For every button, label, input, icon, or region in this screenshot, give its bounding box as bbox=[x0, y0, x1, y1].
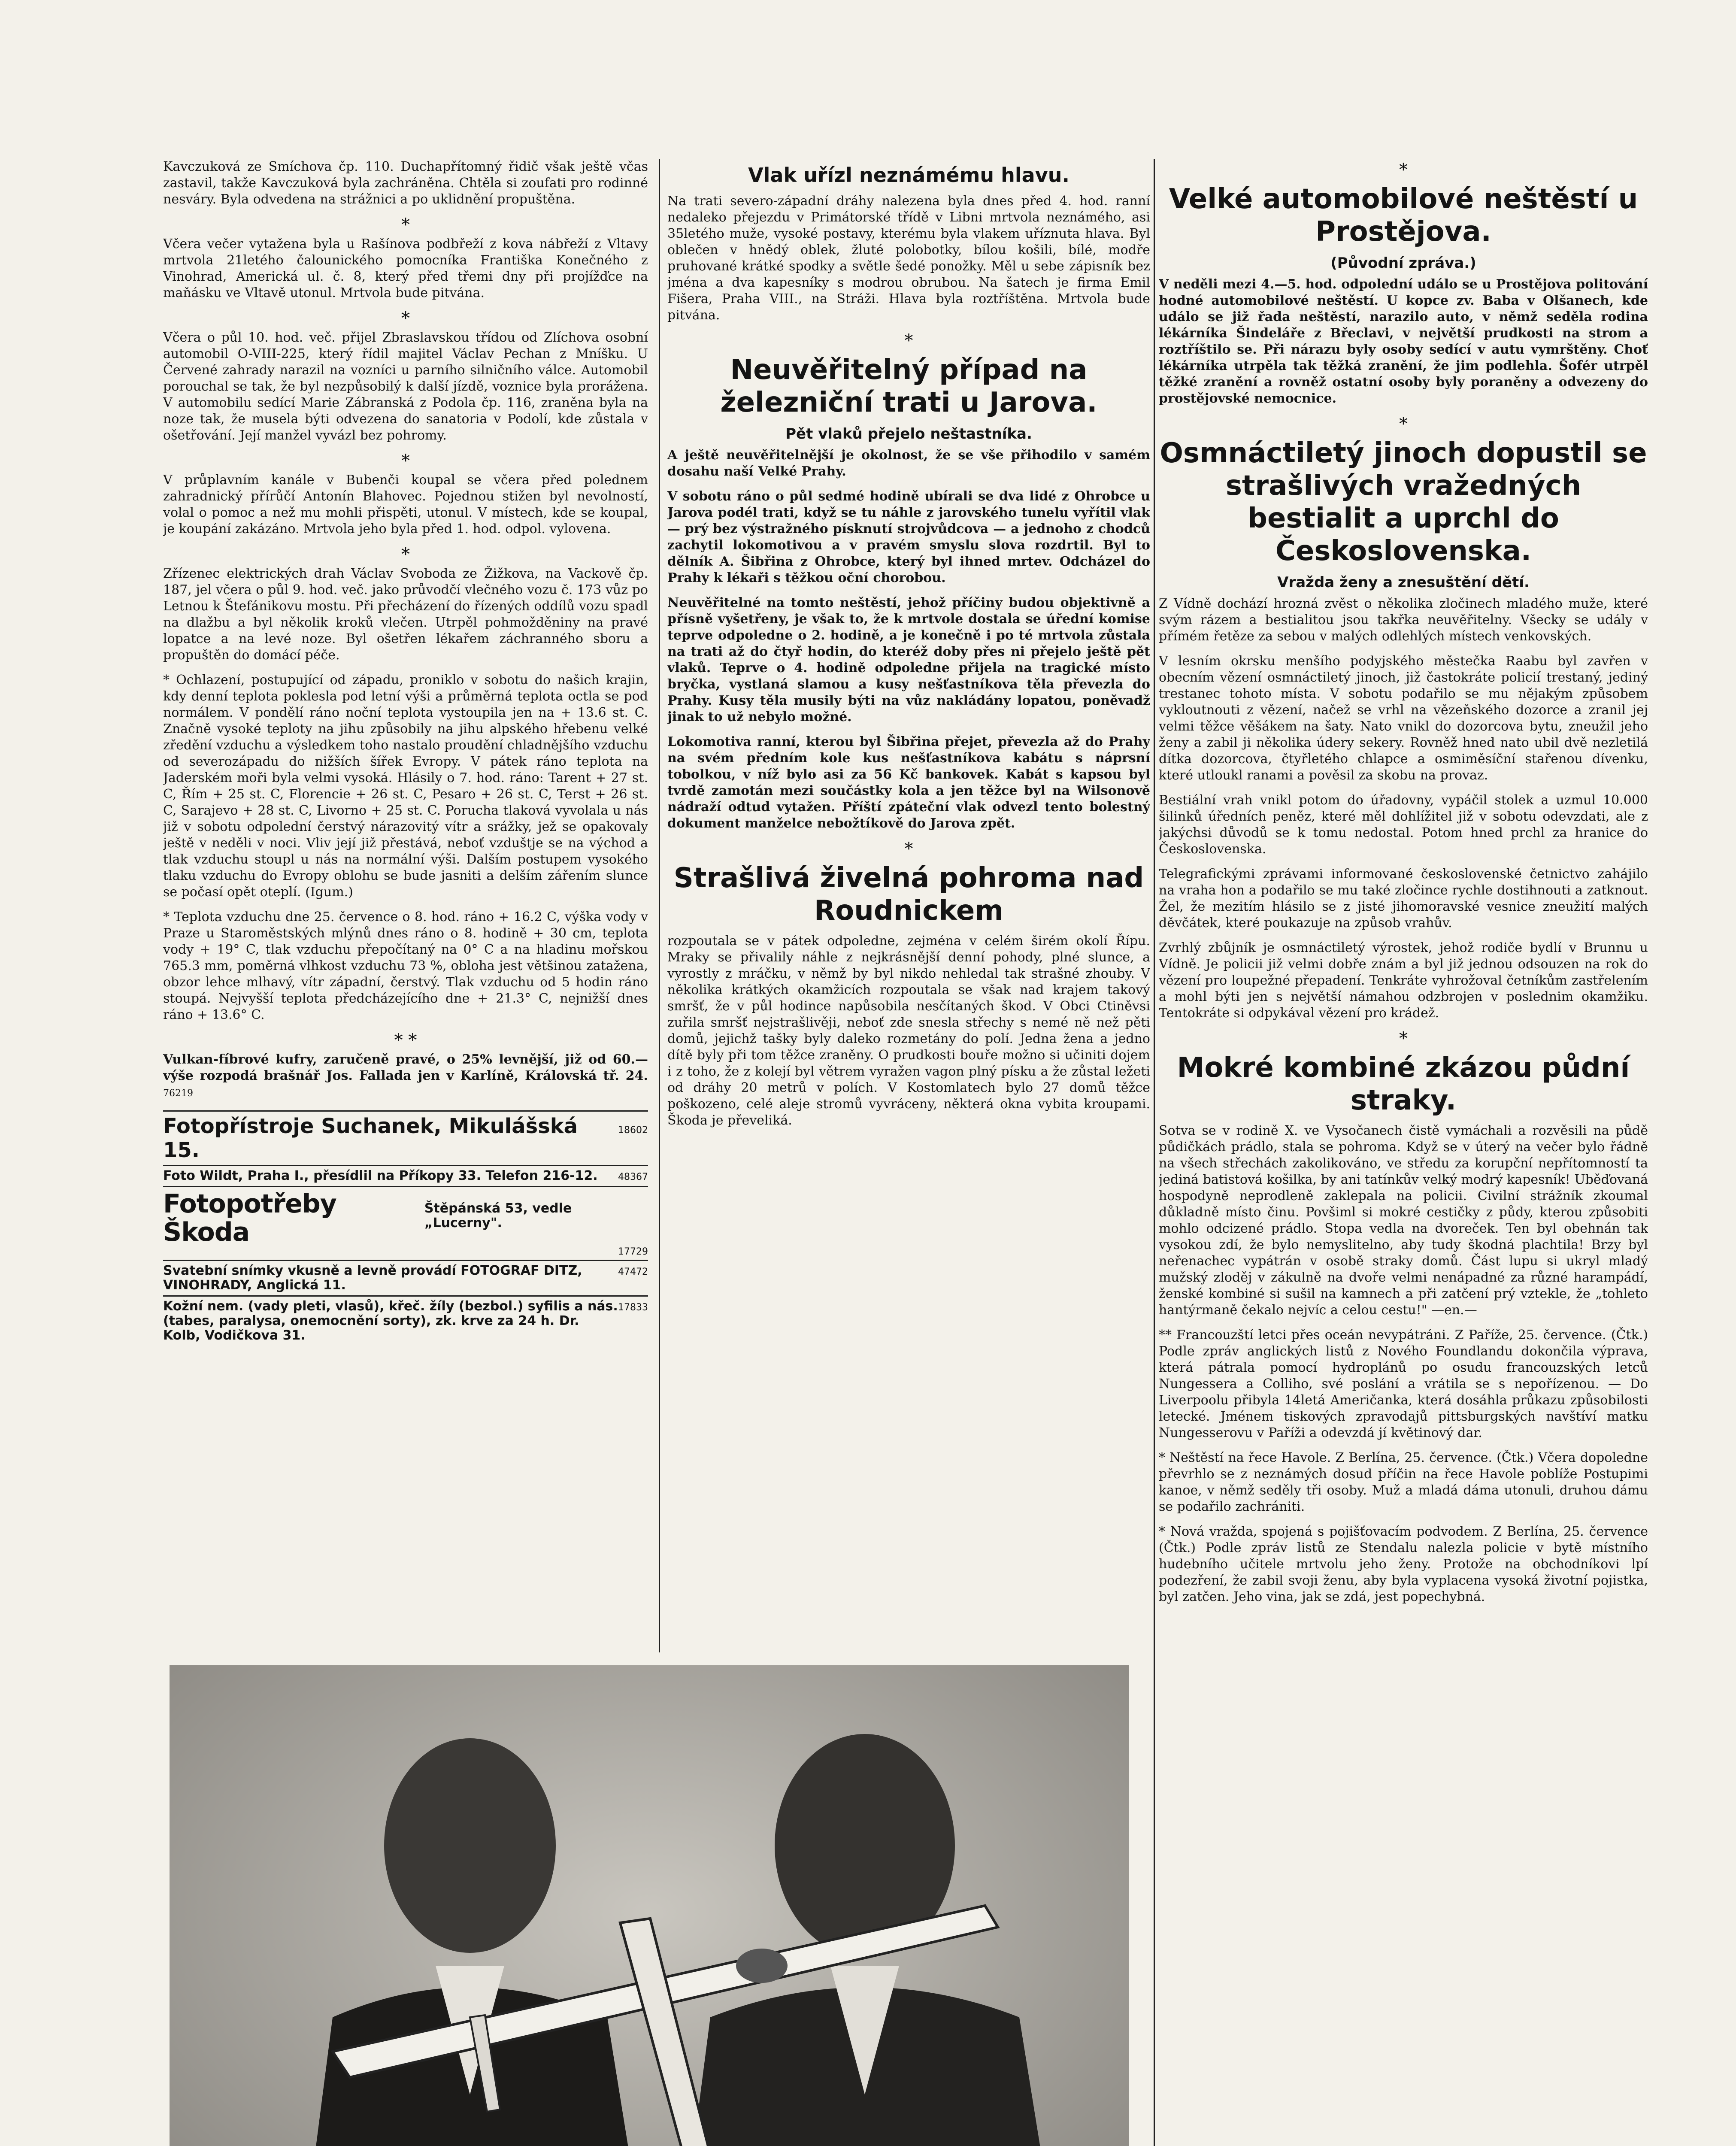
article-paragraph: Kavczuková ze Smíchova čp. 110. Duchapřítomný řidič však ještě včas zastavil, takže Kavczuková byla zachráněna. Chtěla si zoufati pro rodinné nesváry. Byla odvedena na strážnici a po uklidnění propuštěna. bbox=[163, 159, 648, 207]
separator-star: * bbox=[904, 839, 913, 859]
separator-star: * bbox=[1399, 160, 1408, 180]
article-paragraph: Telegrafickými zprávami informované československé četnictvo zahájilo na vraha hon a podařilo se mu také zločince rychle dostihnouti a zatknout. Žel, že mezitím hlásilo se z jisté jihomoravské vesnice zneužití malých děvčátek, které poukazuje na způsob vrahův. bbox=[1159, 867, 1648, 931]
headline: Mokré kombiné zkázou půdní straky. bbox=[1177, 1052, 1630, 1116]
article-paragraph: Na trati severo-západní dráhy nalezena byla dnes před 4. hod. ranní nedaleko přejezdu v Primátorské třídě v Libni mrtvola neznámého, asi 35letého muže, vysoké postavy, kterému byla vlakem uříznuta hlava. Byl oblečen v hnědý oblek, žluté polobotky, bílou košili, bílé, modře pruhované krátké spodky a světle šedé ponožky. Měl u sebe zápisník bez jména a dva kapesníky s modrou obrubou. Na šatech je firma Emil Fišera, Praha VIII., na Stráži. Hlava byla roztříštěna. Mrtvola bude pitvána. bbox=[667, 194, 1150, 323]
subheadline: (Původní zpráva.) bbox=[1330, 255, 1476, 272]
photo-illustration bbox=[170, 1665, 1129, 2146]
headline: Strašlivá živelná pohroma nad Roudnickem bbox=[673, 862, 1144, 927]
separator-star: * bbox=[1399, 414, 1408, 434]
article-paragraph: Bestiální vrah vnikl potom do úřadovny, vypáčil stolek a uzmul 10.000 šilinků úředních peněz, které měl dohlížitel již v sobotu odevzdati, ale z jakýchsi důvodů se k tomu nedostal. Potom hned prchl za hranice do Československa. bbox=[1159, 793, 1648, 857]
headline: Neuvěřitelný případ na železniční trati u Jarova. bbox=[720, 354, 1097, 418]
article-paragraph: rozpoutala se v pátek odpoledne, zejména v celém širém okolí Řípu. Mraky se přivalily náhle z nejkrásnější denní pohody, plné slunce, a vyrostly z mráčku, v němž by byl nikdo nehledal tak strašné zhouby. V několika krátkých okamžicích rozpoutala se však nad krajem takový smršť, že v půl hodince napůsobila nesčítaných škod. V Obci Ctiněvsi zuřila smršť nejstrašlivěji, neboť zde snesla střechy s nemé ně než pěti domů, jejichž tašky byly daleko rozmetány do polí. Jedna žena a jedno dítě byly při tom těžce zraněny. O prudkosti bouře možno si učiniti dojem i z toho, že z kolejí byl větrem vyražen vagon plný písku a že zůstal ležeti od dráhy 20 metrů v polích. V Kostomlatech bylo 27 domů těžce poškozeno, celé aleje stromů vyvráceny, některá okna vybita kroupami. Škoda je převeliká. bbox=[667, 934, 1150, 1128]
separator-star: * bbox=[401, 451, 410, 471]
column-rule-2 bbox=[1154, 159, 1155, 2146]
lead-paragraph: A ještě neuvěřitelnější je okolnost, že se vše přihodilo v samém dosahu naší Velké Prahy. bbox=[667, 448, 1150, 479]
left-man-head bbox=[384, 1738, 556, 1953]
photo-aviators-with-model-plane bbox=[170, 1665, 1129, 2146]
separator-star: * bbox=[401, 309, 410, 328]
separator-star: * bbox=[401, 215, 410, 235]
temperature-report: * Teplota vzduchu dne 25. července o 8. hod. ráno + 16.2 C, výška vody v Praze u Staroměstských mlýnů dnes ráno o 8. hodině + 30 cm, teplota vody + 19° C, tlak vzduchu přepočítaný na 0° C a na hladinu mořskou 765.3 mm, poměrná vlhkost vzduchu 73 %, obloha jest většinou zatažena, obzor lehce mlhavý, vítr západní, čerstvý. Tlak vzduchu od 5 hodin ráno stoupá. Nejvyšší teplota předcházejícího dne + 21.3° C, nejnižší dnes ráno + 13.6° C. bbox=[163, 909, 648, 1022]
article-paragraph: Sotva se v rodině X. ve Vysočanech čistě vymáchali a rozvěsili na půdě půdičkách prádlo, stala se pohroma. Když se v úterý na večer bylo řádně na všech střechách zakolikováno, ve středu za korupční nepřítomností ta jediná batistová košilka, by ani tatínkův velký modrý kapesník! Uběďovaná hospodyně neprodleně zaklepala na policii. Civilní strážník zkoumal důkladně místo činu. Povšiml si mokré cestičky z půdy, kterou způsobiti mohlo odcizené prádlo. Stopa vedla na dvoreček. Ten byl obehnán tak vysokou zdí, že bylo nemyslitelno, aby tudy škodná plachtila! Brzy byl neřenachec vypátrán v osobě straky domů. Část lupu si ukryl mladý mužský zloděj v zákulně na dvoře velmi nenápadné za různé harampádí, ženské kombiné si sušil na kamnech a při zatčení prý vztekle, že „tohleto hantýrmaně čekalo nejvíc a celou cestu!" —en.— bbox=[1159, 1123, 1648, 1318]
article-paragraph: V neděli mezi 4.—5. hod. odpolední událo se u Prostějova politování hodné automobilové neštěstí. U kopce zv. Baba v Olšanech, kde událo se již řada neštěstí, narazilo auto, v němž seděla rodina lékárníka Šindeláře z Břeclavi, v největší prudkosti na strom a roztříštilo se. Při nárazu byly osoby sedící v autu vymrštěny. Choť lékárníka utrpěla tak těžká zranění, že jim podlehla. Šofér utrpěl těžké zranění a rovněž ostatní osoby byly poraněny a odvezeny do prostějovské nemocnice. bbox=[1159, 277, 1648, 406]
subheadline: Pět vlaků přejelo neštastníka. bbox=[785, 425, 1032, 443]
separator-star: * bbox=[401, 545, 410, 564]
separator-star: * bbox=[904, 331, 913, 351]
ad-foto-wildt: Foto Wildt, Praha I., přesídlil na Příkopy 33. Telefon 216-12. 48367 bbox=[163, 1165, 648, 1186]
weather-report: * Ochlazení, postupující od západu, proniklo v sobotu do našich krajin, kdy denní teplota poklesla pod letní výši a průměrná teplota octla se pod normálem. V pondělí ráno noční teplota vystoupila jen na + 13.6 st. C. Značně vysoké teploty na jihu způsobily na jihu alpského hřebenu velké zředění vzduchu a výsledkem toho nastalo proudění chladnějšího vzduchu od severozápadu do nižších šířek Evropy. V pátek ráno teplota na Jaderském moři byla velmi vysoká. Hlásily o 7. hod. ráno: Tarent + 27 st. C, Řím + 25 st. C, Florencie + 26 st. C, Pesaro + 26 st. C, Terst + 26 st. C, Sarajevo + 28 st. C, Livorno + 25 st. C. Porucha tlaková vyvolala u nás již v sobotu odpolední čerstvý nárazovitý vítr a srážky, jež se opakovaly ještě v neděli v noci. Vliv její již přestává, neboť vzduštje se na východ a tlak vzduchu stoupl u nás na normální výši. Dalším postupem vysokého tlaku vzduchu do Evropy oblohu se bude jasniti a delším zářením slunce se počasí opět oteplí. (Igum.) bbox=[163, 673, 648, 900]
column-rule-1 bbox=[659, 159, 660, 1652]
article-paragraph: Z Vídně dochází hrozná zvěst o několika zločinech mladého muže, které svým rázem a bestialitou jsou takřka neuvěřitelny. Všecky se udály v přímém řetěze za sebou v malých odlehlých místech venkovských. bbox=[1159, 596, 1648, 644]
article-paragraph: Zvrhlý zbůjník je osmnáctiletý výrostek, jehož rodiče bydlí v Brunnu u Vídně. Je policii již velmi dobře znám a byl již jednou odsouzen na rok do vězení pro loupežné přepadení. Tenkráte vyhrožoval četníkům zastřelením a mohl býti jen s největší námahou odzbrojen v poslednim okamžiku. Tentokráte si odpykával vězení pro krádež. bbox=[1159, 940, 1648, 1021]
news-brief: * Neštěstí na řece Havole. Z Berlína, 25. července. (Čtk.) Včera dopoledne převrhlo se z neznámých dosud příčin na řece Havole poblíže Postupimi kanoe, v němž seděly tři osoby. Muž a mladá dáma utonuli, druhou dámu se podařilo zachrániti. bbox=[1159, 1450, 1648, 1514]
ad-skoda: Fotopotřeby Škoda Štěpánská 53, vedle „Lucerny". 17729 bbox=[163, 1186, 648, 1260]
article-paragraph: Neuvěřitelné na tomto neštěstí, jehož příčiny budou objektivně a přísně vyšetřeny, je však to, že k mrtvole dostala se úřední komise teprve odpoledne o 2. hodině, a je konečně i po té mrtvola zůstala na trati až do čtyř hodin, do kteréž doby přes ni přejelo ještě pět vlaků. Teprve o 4. hodině odpoledne přijela na tragické místo bryčka, vystlaná slamou a kusy nešťastníkova těla převezla do Prahy. Kusy těla musily býti na vůz nakládány lopatou, poněvadž jinak to už nebylo možné. bbox=[667, 595, 1150, 724]
article-paragraph: Včera večer vytažena byla u Rašínova podbřeží z kova nábřeží z Vltavy mrtvola 21letého čalounického pomocníka Františka Konečného z Vinohrad, Americká ul. č. 8, který před třemi dny při projížďce na maňásku ve Vltavě utonul. Mrtvola bude pitvána. bbox=[163, 236, 648, 300]
news-brief: ** Francouzští letci přes oceán nevypátráni. Z Paříže, 25. července. (Čtk.) Podle zpráv anglických listů z Nového Foundlandu dokončila výprava, která pátrala pomocí hydroplánů po osudu francouzských letců Nungessera a Colliho, své poslání a vrátila se s nepořízenou. — Do Liverpoolu přibyla 14letá Američanka, která dosáhla průkazu způsobilosti letecké. Jménem tiskových zpravodajů pittsburgských navštíví matku Nungesserovu v Paříži a odevzdá jí květinový dar. bbox=[1159, 1328, 1648, 1440]
separator-star: * * bbox=[394, 1031, 417, 1050]
subheadline: Vražda ženy a znesuštění dětí. bbox=[1277, 574, 1530, 591]
headline: Osmnáctiletý jinoch dopustil se strašlivých vražedných bestialit a uprchl do Československa. bbox=[1160, 437, 1647, 567]
ad-suchanek: Fotopřístroje Suchanek, Mikulášská 15. 18602 bbox=[163, 1110, 648, 1165]
column-left bbox=[163, 159, 648, 1713]
ad-suitcases: Vulkan-fíbrové kufry, zaručeně pravé, o 25% levnější, již od 60.— výše rozpodá brašnář Jos. Fallada jen v Karlíně, Královská tř. 24. 76219 bbox=[163, 1052, 648, 1099]
article-paragraph: V sobotu ráno o půl sedmé hodině ubírali se dva lidé z Ohrobce u Jarova podél trati, když se tu náhle z jarovského tunelu vyřítil vlak — prý bez výstražného písknutí strojvůdcova — a jednoho z chodců zachytil lokomotivou a v pravém smyslu slova rozdrtil. Byl to dělník A. Šibřina z Ohrobce, který byl ihned mrtev. Odcházel do Prahy k lékaři s těžkou oční chorobou. bbox=[667, 489, 1150, 585]
separator-star: * bbox=[1399, 1029, 1408, 1049]
article-paragraph: Zřízenec elektrických drah Václav Svoboda ze Žižkova, na Vackově čp. 187, jel včera o půl 9. hod. več. jako průvodčí vlečného vozu č. 173 vůz po Letnou k Štefánikovu mostu. Při přecházení do řízených oddílů vozu spadl na dlažbu a byl několik kroků vlečen. Utrpěl pohmožděniny na pravé lopatce a na levé noze. Byl ošetřen lékařem záchranného sboru a propuštěn do domácí péče. bbox=[163, 566, 648, 663]
headline: Vlak uřízl neznámému hlavu. bbox=[748, 164, 1069, 187]
ad-ditz: Svatební snímky vkusně a levně provádí FOTOGRAF DITZ, VINOHRADY, Anglická 11. 47472 bbox=[163, 1260, 648, 1295]
article-paragraph: Lokomotiva ranní, kterou byl Šibřina přejet, převezla až do Prahy na svém předním kole kus nešťastníkova kabátu s náprsní tobolkou, v níž bylo asi za 56 Kč bankovek. Kabát s kapsou byl tvrdě zamotán mezi součástky kola a jen těžce byl na Wilsonově nádraží odtud vytažen. Příští zpáteční vlak odvezl tento bolestný dokument manželce nebožtíkově do Jarova zpět. bbox=[667, 734, 1150, 831]
column-middle bbox=[667, 159, 1150, 1532]
ad-dr-kolb: Kožní nem. (vady pleti, vlasů), křeč. žíly (bezbol.) syfilis a nás. (tabes, paralysa, onemocnění sorty), zk. krve za 24 h. Dr. Kolb, Vodičkova 31. 17833 bbox=[163, 1295, 648, 1346]
article-paragraph: V lesním okrsku menšího podyjského městečka Raabu byl zavřen v obecním vězení osmnáctiletý jinoch, již častokráte policií trestaný, jediný trestanec tohoto místa. V sobotu podařilo se mu nějakým způsobem vykloutnouti z vězení, načež se vrhl na vězeňského dozorce a zranil jej velmi těžce věšákem na šaty. Nato vnikl do dozorcova bytu, zneužil jeho ženy a zabil ji několika údery sekery. Rovněž hned nato ubil dvě nezletilá dítka dozorcova, čtyřletého chlapce a osmiměsíční stařenou dívenku, které utloukl ranami a pověsil za skobu na provaz. bbox=[1159, 654, 1648, 783]
headline: Velké automobilové neštěstí u Prostějova. bbox=[1169, 183, 1638, 248]
article-paragraph: V průplavním kanále v Bubenči koupal se včera před polednem zahradnický přírůčí Antonín Blahovec. Pojednou stižen byl nevolností, volal o pomoc a než mu mohli přispěti, utonul. V místech, kde se koupal, je koupání zakázáno. Mrtvola jeho byla před 1. hod. odpol. vylovena. bbox=[163, 473, 648, 536]
column-right bbox=[1159, 159, 1648, 2146]
news-brief: * Nová vražda, spojená s pojišťovacím podvodem. Z Berlína, 25. července (Čtk.) Podle zpráv listů ze Stendalu nalezla policie v bytě místního hudebního učitele mrtvolu jeho ženy. Protože na obchodníkovi lpí podezření, že zabil svoji ženu, aby byla vyplacena vysoká životní pojistka, byl zatčen. Jeho vina, jak se zdá, jest popechybná. bbox=[1159, 1524, 1648, 1604]
article-paragraph: Včera o půl 10. hod. več. přijel Zbraslavskou třídou od Zlíchova osobní automobil O-VIII-225, který řídil majitel Václav Pechan z Mníšku. U Červené zahrady narazil na vozníci u parního silničního válce. Automobil porouchal se tak, že byl nezpůsobilý k další jízdě, voznice byla prorážena. V automobilu sedící Marie Zábranská z Podola čp. 116, zraněna byla na noze tak, že musela býti odvezena do sanatoria v Podolí, kde zůstala v ošetřování. Její manžel vyvázl bez pohromy. bbox=[163, 330, 648, 443]
